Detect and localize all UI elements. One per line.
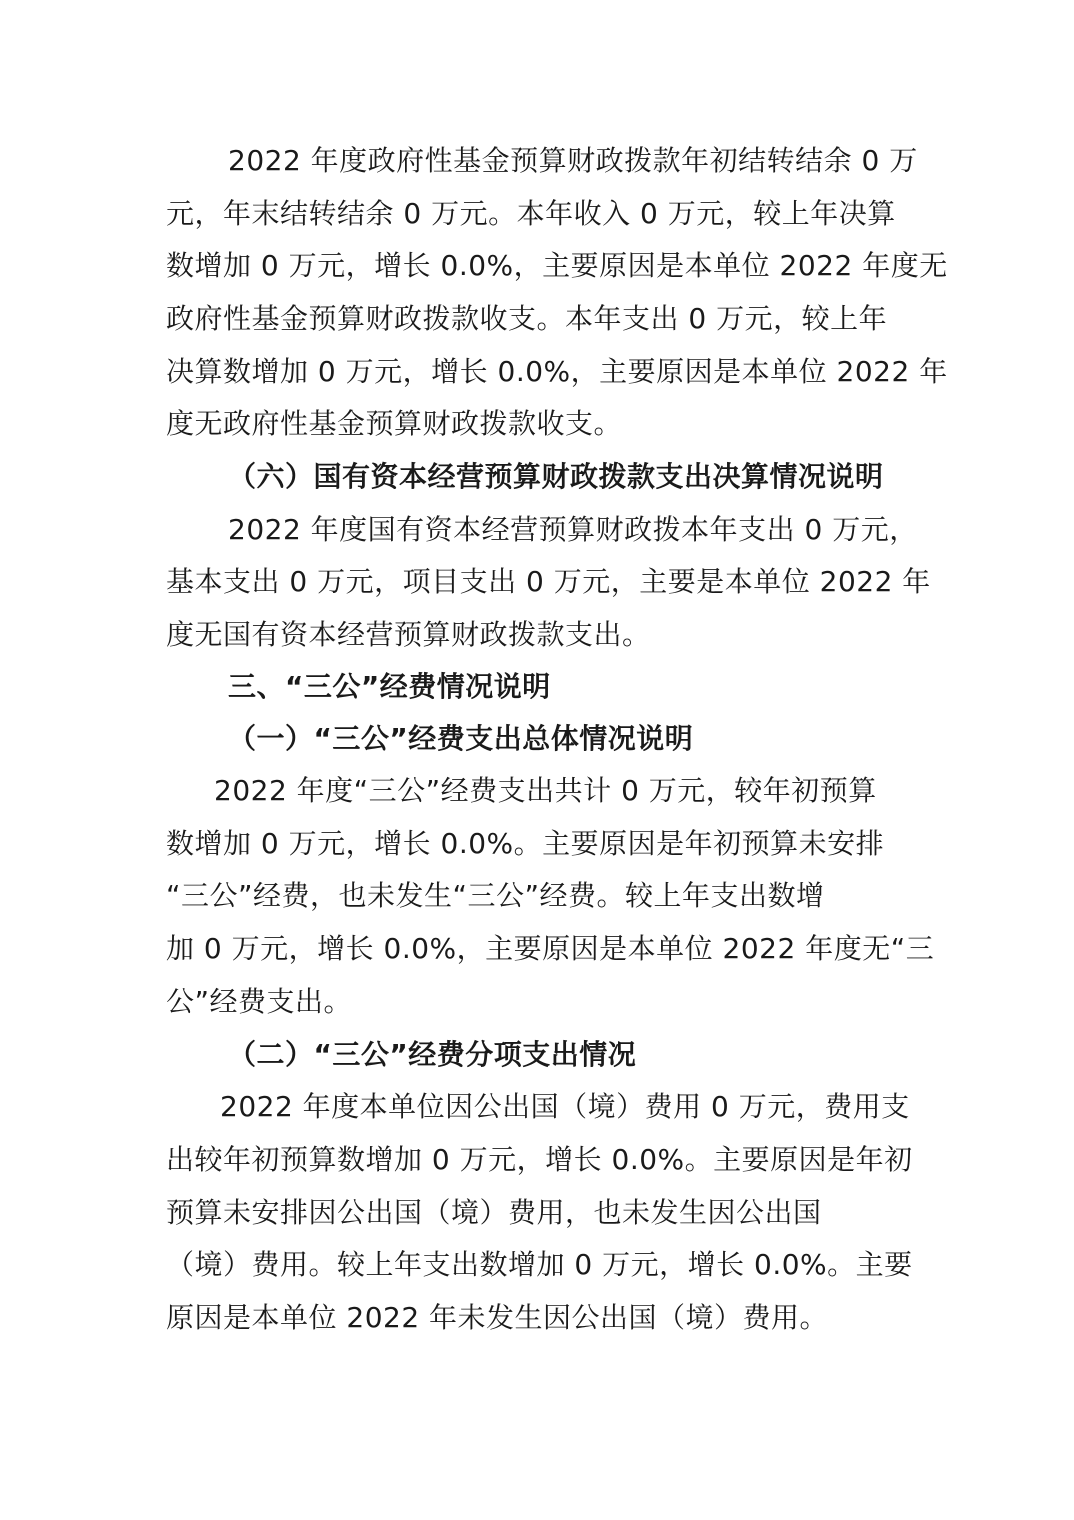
paragraph-line: 2022 年度政府性基金预算财政拨款年初结转结余 0 万	[228, 144, 918, 177]
paragraph-line: （境）费用。较上年支出数增加 0 万元，增长 0.0%。主要	[166, 1248, 913, 1281]
paragraph-line: “三公”经费，也未发生“三公”经费。较上年支出数增	[166, 879, 825, 912]
paragraph-line: 政府性基金预算财政拨款收支。本年支出 0 万元，较上年	[166, 302, 888, 335]
paragraph-line: 元，年末结转结余 0 万元。本年收入 0 万元，较上年决算	[166, 197, 896, 230]
paragraph-line: 2022 年度本单位因公出国（境）费用 0 万元，费用支	[220, 1090, 910, 1123]
section-heading: 三、“三公”经费情况说明	[228, 670, 551, 703]
paragraph-line: 基本支出 0 万元，项目支出 0 万元，主要是本单位 2022 年	[166, 565, 931, 598]
paragraph-line: 2022 年度“三公”经费支出共计 0 万元，较年初预算	[214, 774, 877, 807]
paragraph-line: 预算未安排因公出国（境）费用，也未发生因公出国	[166, 1196, 822, 1229]
section-heading: （一）“三公”经费支出总体情况说明	[228, 722, 694, 755]
paragraph-line: 数增加 0 万元，增长 0.0%。主要原因是年初预算未安排	[166, 827, 885, 860]
paragraph-line: 度无国有资本经营预算财政拨款支出。	[166, 618, 651, 651]
paragraph-line: 决算数增加 0 万元，增长 0.0%，主要原因是本单位 2022 年	[166, 355, 948, 388]
section-heading: （六）国有资本经营预算财政拨款支出决算情况说明	[228, 460, 884, 493]
paragraph-line: 数增加 0 万元，增长 0.0%，主要原因是本单位 2022 年度无	[166, 249, 948, 282]
paragraph-line: 2022 年度国有资本经营预算财政拨本年支出 0 万元，	[228, 513, 918, 546]
paragraph-line: 出较年初预算数增加 0 万元，增长 0.0%。主要原因是年初	[166, 1143, 913, 1176]
section-heading: （二）“三公”经费分项支出情况	[228, 1038, 637, 1071]
paragraph-line: 度无政府性基金预算财政拨款收支。	[166, 407, 623, 440]
paragraph-line: 公”经费支出。	[166, 985, 353, 1018]
paragraph-line: 原因是本单位 2022 年未发生因公出国（境）费用。	[166, 1301, 829, 1334]
paragraph-line: 加 0 万元，增长 0.0%，主要原因是本单位 2022 年度无“三	[166, 932, 935, 965]
